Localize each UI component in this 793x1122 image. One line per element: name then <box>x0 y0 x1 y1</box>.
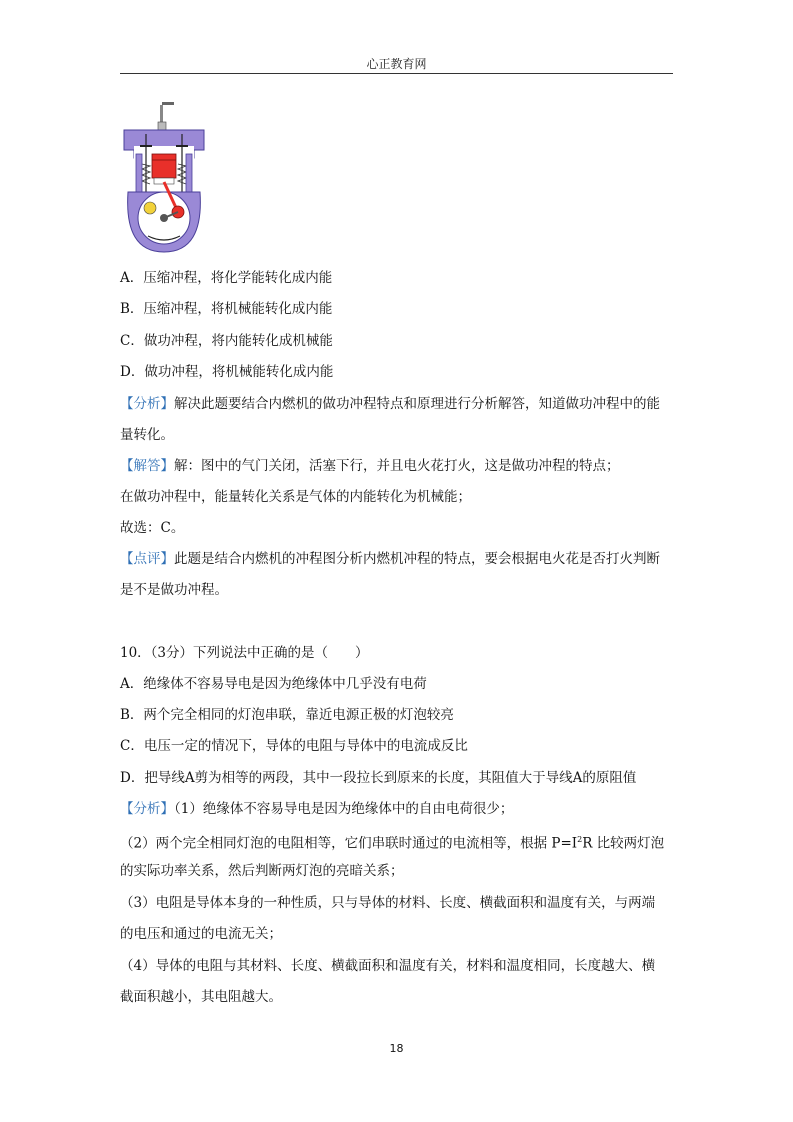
page-number: 18 <box>389 1042 404 1055</box>
q10-analysis-tag: 【分析】 <box>120 801 174 817</box>
comment-line-2: 是不是做功冲程。 <box>120 582 228 598</box>
engine-diagram <box>118 102 210 256</box>
q10-analysis-line-2 <box>120 830 664 854</box>
q10-analysis-line-4: （3）电阻是导体本身的一种性质，只与导体的材料、长度、横截面积和温度有关，与两端 <box>120 895 656 911</box>
analysis-text-1: 解决此题要结合内燃机的做功冲程特点和原理进行分析解答，知道做功冲程中的能 <box>174 396 660 412</box>
q10-analysis-line-1 <box>120 799 513 819</box>
analysis-line-1 <box>120 394 660 414</box>
q10-analysis-line-6: （4）导体的电阻与其材料、长度、横截面积和温度有关，材料和温度相同，长度越大、横 <box>120 958 656 974</box>
q10-analysis-line-3: 的实际功率关系，然后判断两灯泡的亮暗关系； <box>120 863 404 879</box>
answer-line-3: 故选：C。 <box>120 520 185 536</box>
analysis-line-2: 量转化。 <box>120 427 174 443</box>
q10-option-d: D．把导线A剪为相等的两段，其中一段拉长到原来的长度，其阻值大于导线A的原阻值 <box>120 770 637 786</box>
q10-analysis-line-5: 的电压和通过的电流无关； <box>120 926 282 942</box>
comment-line-1 <box>120 549 660 569</box>
header-title: 心正教育网 <box>366 57 427 71</box>
q10-option-c: C．电压一定的情况下，导体的电阻与导体中的电流成反比 <box>120 738 468 754</box>
option-a: A．压缩冲程，将化学能转化成内能 <box>120 270 333 286</box>
q10-option-a: A．绝缘体不容易导电是因为绝缘体中几乎没有电荷 <box>120 676 427 692</box>
option-d: D．做功冲程，将机械能转化成内能 <box>120 364 334 380</box>
analysis-tag: 【分析】 <box>120 396 174 412</box>
q10-analysis-line-7: 截面积越小，其电阻越大。 <box>120 989 282 1005</box>
comment-tag: 【点评】 <box>120 551 174 567</box>
answer-tag: 【解答】 <box>120 458 174 474</box>
q10-analysis-2a: （2）两个完全相同灯泡的电阻相等，它们串联时通过的电流相等，根据 P=I <box>120 835 578 852</box>
q10-analysis-2-sup: 2 <box>577 835 583 844</box>
answer-line-2: 在做功冲程中，能量转化关系是气体的内能转化为机械能； <box>120 489 471 505</box>
q10-analysis-2b: R 比较两灯泡 <box>582 835 665 852</box>
q10-option-b: B．两个完全相同的灯泡串联，靠近电源正极的灯泡较亮 <box>120 707 454 723</box>
comment-text-1: 此题是结合内燃机的冲程图分析内燃机冲程的特点，要会根据电火花是否打火判断 <box>174 551 660 567</box>
header-rule <box>120 73 673 74</box>
answer-text-1: 解：图中的气门关闭，活塞下行，并且电火花打火，这是做功冲程的特点； <box>174 458 620 474</box>
answer-line-1 <box>120 456 620 476</box>
q10-stem: 10．（3分）下列说法中正确的是（ ） <box>120 645 369 661</box>
option-c: C．做功冲程，将内能转化成机械能 <box>120 333 333 349</box>
option-b: B．压缩冲程，将机械能转化成内能 <box>120 301 333 317</box>
q10-analysis-text-1: （1）绝缘体不容易导电是因为绝缘体中的自由电荷很少； <box>174 801 514 817</box>
